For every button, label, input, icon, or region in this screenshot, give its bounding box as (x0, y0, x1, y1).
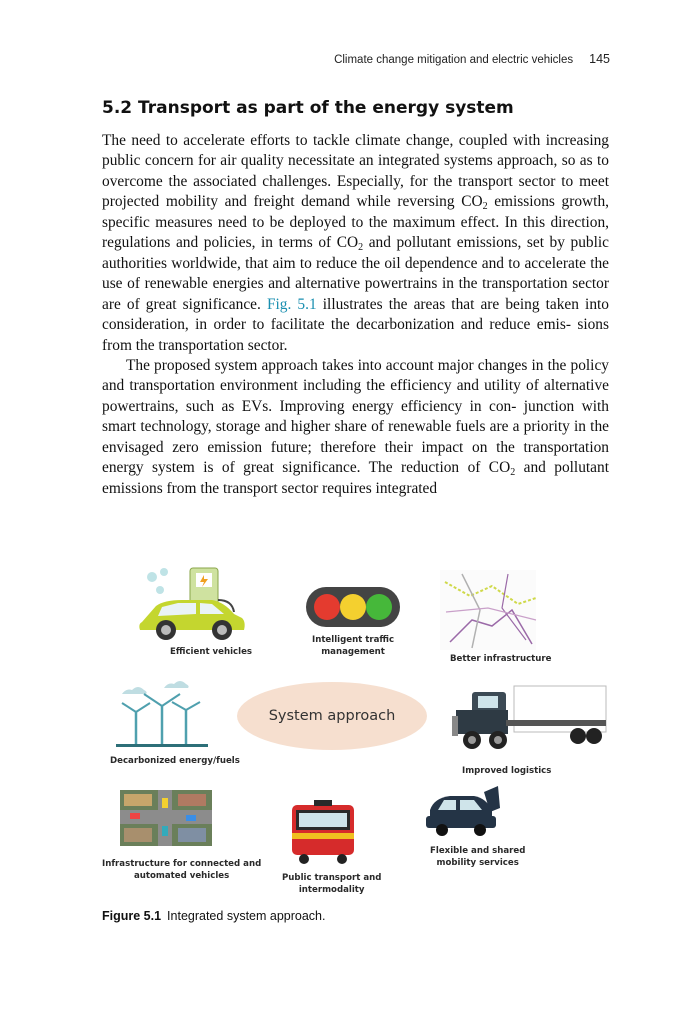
section-title: 5.2 Transport as part of the energy system (102, 98, 514, 118)
system-approach-label: System approach (268, 708, 396, 724)
page-number: 145 (589, 52, 610, 66)
running-head (334, 52, 610, 66)
paragraph-2 (102, 356, 609, 499)
p1-line-6: to the maximum effect. In this direction, regulations and policies, in terms (102, 213, 609, 252)
p2-line-3: of alternative powertrains, such as EVs. Improving energy efficiency in con- (102, 377, 609, 415)
p1-line-12: sions from the transportation sector. (102, 316, 609, 354)
p1-line-10a: great significance. (145, 295, 267, 313)
p2-line-5: are a priority in the envisaged zero emission future; therefore their impact (102, 418, 609, 456)
p2-line-6: on the transportation energy system is of great significance. The reduction (102, 438, 610, 477)
body-text (102, 131, 609, 499)
label-connected-vehicles (102, 858, 261, 882)
wind-turbine-icon (116, 681, 208, 747)
running-title: Climate change mitigation and electric vehicles (334, 54, 574, 66)
label-improved-logistics: Improved logistics (462, 766, 552, 776)
paragraph-1 (102, 131, 609, 356)
p1-line-7a: of CO (318, 234, 359, 252)
label-better-infrastructure: Better infrastructure (450, 654, 552, 664)
subscript: 2 (358, 242, 364, 254)
subscript: 2 (510, 467, 516, 479)
p1-line-8: aim to reduce the oil dependence and to accelerate the use of renewable (102, 254, 609, 293)
p2-line-4: junction with smart technology, storage and higher share of renewable fuels (102, 397, 610, 436)
traffic-light-icon (306, 587, 400, 627)
caption-text: Integrated system approach. (167, 909, 326, 923)
p2-line-7b: and pollutant emissions from the transport sector requires integrated (102, 459, 609, 497)
label-connected-line-2: automated vehicles (133, 871, 230, 881)
p1-line-10b: illustrates the areas that are being taken into (316, 295, 609, 313)
p2-line-1: The proposed system approach takes into account major changes in the (126, 356, 567, 374)
connected-city-icon (120, 790, 212, 846)
map-icon (440, 570, 536, 650)
p2-line-7a: of CO (467, 459, 511, 477)
label-traffic-line-2: management (321, 647, 385, 657)
label-decarbonized-energy: Decarbonized energy/fuels (110, 756, 240, 766)
figure-caption (102, 909, 325, 923)
label-public-line-2: intermodality (298, 885, 365, 895)
figure-5-1 (100, 560, 612, 910)
efficient-car-icon (139, 568, 244, 640)
figure-reference-link[interactable]: Fig. 5.1 (266, 295, 317, 313)
shared-car-icon (426, 786, 500, 836)
bus-icon (292, 800, 354, 864)
p1-line-5a: reversing CO (397, 193, 483, 211)
p1-line-9: energies and alternative powertrains in the transportation sector are of (102, 275, 609, 313)
p2-line-2: policy and transportation environment including the efficiency and utility (102, 356, 609, 395)
label-connected-line-1: Infrastructure for connected and (102, 859, 262, 869)
p1-line-3: approach, so as to overcome the associated challenges. Especially, for the (102, 152, 609, 190)
label-shared-mobility (430, 845, 525, 869)
label-traffic-line-1: Intelligent traffic (312, 635, 395, 645)
p1-line-4: transport sector to meet projected mobility and freight demand while (102, 172, 609, 211)
p1-line-1: The need to accelerate efforts to tackle climate change, coupled with (102, 132, 541, 149)
label-traffic-management (312, 634, 394, 658)
label-mobility-line-1: Flexible and shared (430, 846, 526, 856)
p1-line-7b: and pollutant emissions, set by public authorities worldwide, that (102, 234, 609, 272)
label-public-transport (282, 872, 381, 896)
system-approach-oval (237, 682, 427, 750)
p1-line-5b: emissions growth, specific measures need to be deployed (102, 193, 609, 231)
p1-line-2: increasing public concern for air quality necessitate an integrated systems (102, 132, 609, 170)
label-mobility-line-2: mobility services (436, 858, 519, 868)
caption-number: Figure 5.1 (102, 909, 162, 923)
truck-icon (452, 686, 606, 749)
label-efficient-vehicles: Efficient vehicles (170, 647, 253, 657)
label-public-line-1: Public transport and (282, 873, 382, 883)
p1-line-11: consideration, in order to facilitate the decarbonization and reduce emis- (102, 316, 571, 334)
subscript: 2 (482, 201, 488, 213)
